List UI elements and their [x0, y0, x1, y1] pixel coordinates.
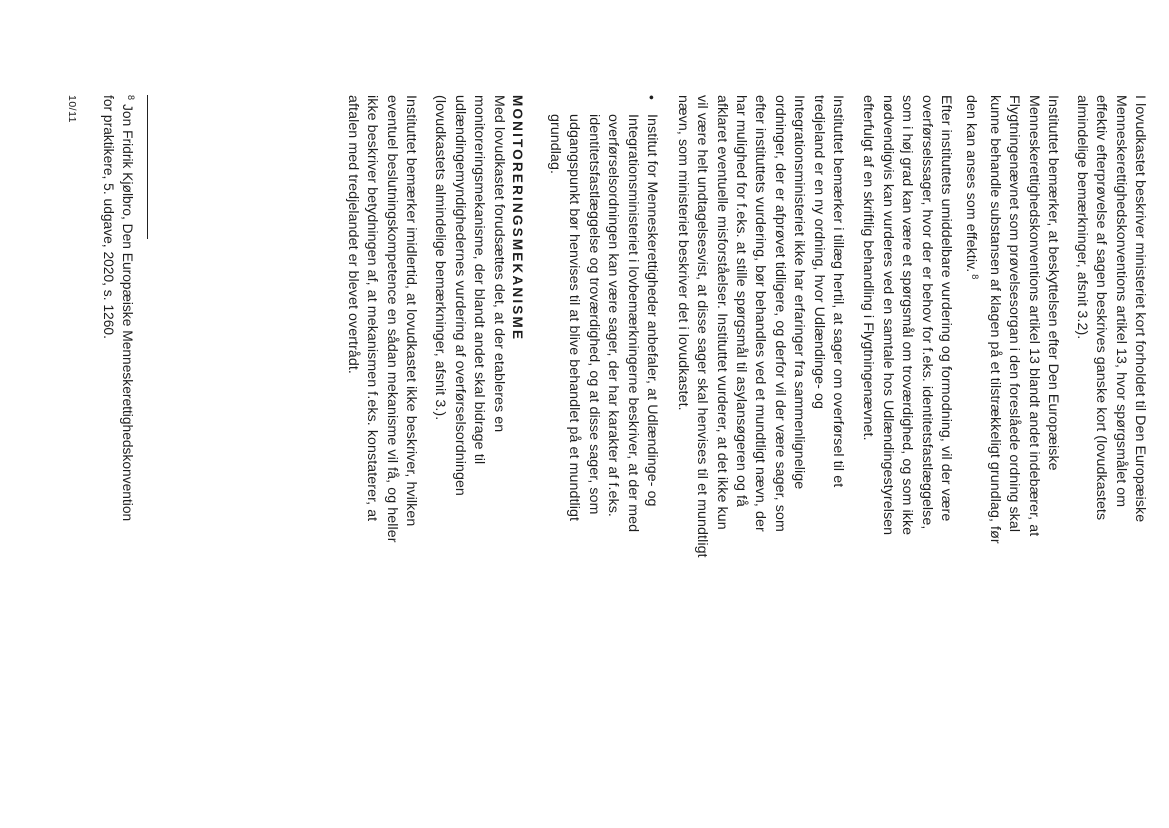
paragraph-protection — [961, 95, 1062, 735]
text-line: Flygtningenævnet som prøvelsesorgan i den foreslåede ordning skal — [1006, 95, 1023, 533]
text-line: vil være helt undtagelsesvist, at disse sager skal henvises til et mundtligt — [694, 95, 711, 558]
bullet-marker: • — [644, 95, 660, 101]
footnote-reference: 8 — [970, 274, 981, 280]
text-line: nødvendigvis kan vurderes ved en samtale hos Udlændingestyrelsen — [879, 95, 896, 536]
text-line: udgangspunkt bør henvises til at blive behandlet på et mundtligt — [566, 114, 583, 522]
text-line — [118, 95, 140, 795]
text-line: har mulighed for f.eks. at stille spørgsmål til asylansøgeren og få — [732, 95, 749, 508]
text-line: aftalen med tredjelandet er blevet overtrådt. — [344, 95, 361, 374]
text-line: identitetsfastlæggelse og troværdighed, og at disse sager, som — [585, 114, 602, 515]
text-line: nævn, som ministeriet beskriver det i lovudkastet. — [674, 95, 691, 411]
paragraph-article-13 — [1071, 95, 1149, 735]
text-line: Instituttet bemærker, at beskyttelsen efter Den Europæiske — [1045, 95, 1061, 471]
footnote-number: 8 — [126, 95, 136, 101]
footnote-separator — [147, 95, 148, 239]
text-line: overførselsordningen kan være sager, der har karakter af f.eks. — [605, 114, 622, 517]
section-monitoring — [430, 95, 527, 735]
text-line: som i høj grad kan være et spørgsmål om troværdighed, og som ikke — [899, 95, 916, 536]
text-line: effektiv efterprøvelse af sagen beskrives ganske kort (lovudkastets — [1093, 95, 1110, 521]
text-line: kunne behandle substansen af klagen på et tilstrækkeligt grundlag, før — [986, 95, 1003, 544]
text-line: I lovudkastet beskriver ministeriet kort forholdet til Den Europæiske — [1132, 95, 1148, 523]
text-line: Instituttet bemærker i tillæg hertil, at sager om overførsel til et — [830, 95, 846, 488]
paragraph-mechanism — [342, 95, 420, 735]
paragraph-assessment — [858, 95, 955, 735]
text-line: Med lovudkastet forudsættes det, at der etableres en — [490, 95, 507, 433]
text-line: efter instituttets vurdering, bør behandles ved et mundtligt nævn, der — [752, 95, 769, 532]
text-line: grundlag. — [546, 114, 563, 175]
paragraph-third-country — [672, 95, 847, 735]
footnote-text: Jon Fridrik Kjølbro, Den Europæiske Menneskerettighedskonvention — [120, 104, 135, 522]
text-line: Institut for Menneskerettigheder anbefaler, at Udlændinge- og — [644, 114, 660, 507]
text-line: ikke beskriver betydningen af, at mekanismen f.eks. konstaterer, at — [364, 95, 381, 522]
page-number: 10/11 — [66, 95, 78, 123]
section-heading: MONITORERINGSMEKANISME — [510, 95, 525, 342]
text-line-content: den kan anses som effektiv. — [963, 95, 980, 273]
recommendation-bullet — [545, 95, 661, 754]
text-line: overførselssager, hvor der er behov for f.eks. identitetsfastlæggelse, — [918, 95, 935, 530]
text-line: Integrationsministeriet i lovbemærkningerne beskriver, at der med — [624, 114, 641, 533]
text-line: Integrationsministeriet ikke har erfaringer fra sammenlignelige — [791, 95, 808, 490]
text-line: almindelige bemærkninger, afsnit 3.2). — [1073, 95, 1090, 340]
text-line: for praktikere, 5. udgave, 2020, s. 1260. — [100, 95, 116, 339]
text-line: (lovudkastets almindelige bemærkninger, afsnit 3.). — [432, 95, 449, 421]
text-line: Menneskerettighedskonventions artikel 13, hvor spørgsmålet om — [1112, 95, 1129, 508]
text-line: eventuel beslutningskompetence en sådan mekanisme vil få, og heller — [383, 95, 400, 543]
text-line: tredjeland er en ny ordning, hvor Udlændinge- og — [810, 95, 827, 409]
text-line: afklaret eventuelle misforståelser. Instituttet vurderer, at det ikke kun — [713, 95, 730, 530]
text-line: Menneskerettighedskonventions artikel 13 blandt andet indebærer, at — [1025, 95, 1042, 537]
text-line: monitoreringsmekanisme, der blandt andet skal bidrage til — [471, 95, 488, 465]
text-line: ordninger, der er afprøvet tidligere, og derfor vil der være sager, som — [771, 95, 788, 532]
footnote — [98, 95, 140, 795]
text-line: Efter instituttets umiddelbare vurdering og formodning, vil der være — [938, 95, 954, 522]
text-line: udlændingemyndighedernes vurdering af overførselsordningen — [451, 95, 468, 496]
text-line — [961, 95, 984, 735]
text-line: Instituttet bemærker imidlertid, at lovudkastet ikke beskriver, hvilken — [403, 95, 419, 527]
text-line: efterfulgt af en skriftlig behandling i Flygtningenævnet. — [860, 95, 877, 441]
